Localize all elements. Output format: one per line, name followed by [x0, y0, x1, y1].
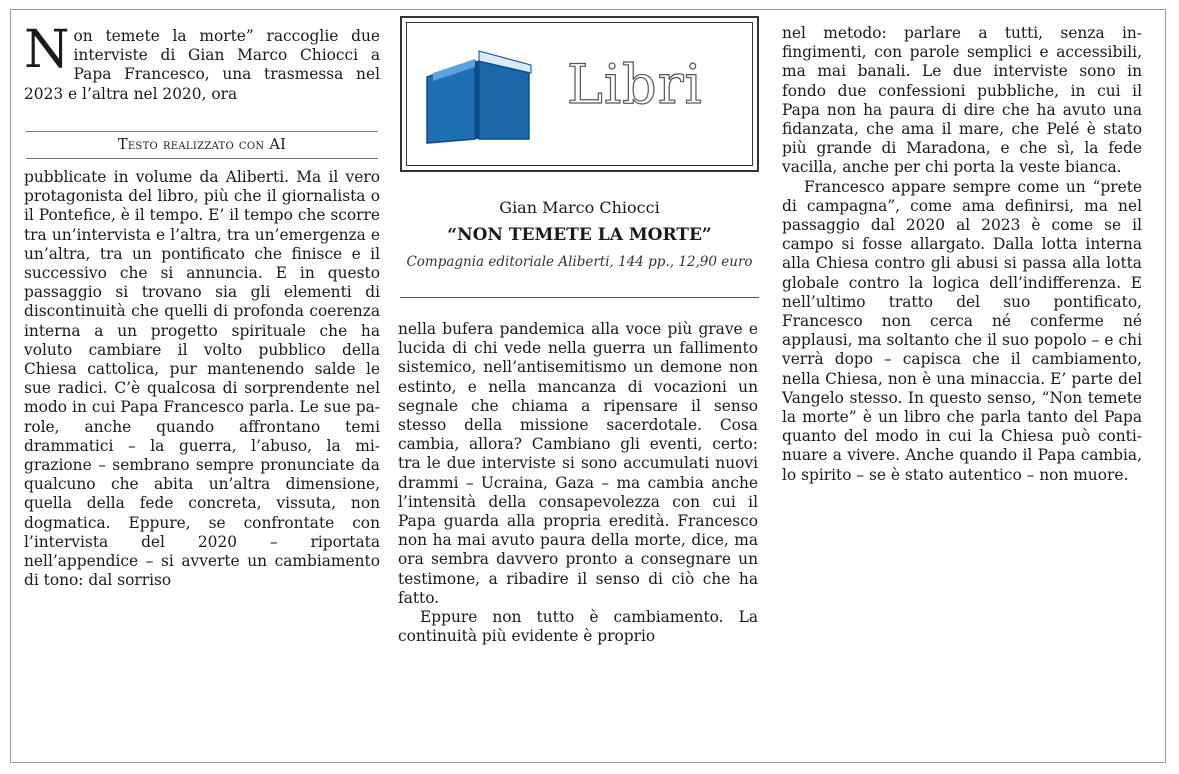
article-lead: [24, 20, 380, 104]
section-logo-box: [400, 16, 759, 172]
column-3-paragraph-2: Francesco appare sempre come un “prete di campagna”, come ama definirsi, ma nel passaggio dal 2020 al 2023 è come se il campo si fosse allargato. Dalla lotta interna alla Chiesa contro gli abusi si passa alla lotta globale contro la logica dell’indifferenza. E nell’ultimo tratto del suo pontificato, Francesco non cerca né conferme né applausi, ma soltanto che il suo popolo – e chi verrà dopo – capisca che il cambiamento, nella Chiesa, non è una minaccia. E’ parte del Vangelo stesso. In questo senso, “Non temete la morte” è un libro che parla tanto del Papa quanto del modo in cui la Chiesa può continuare a vivere. Anche quando il Papa cambia, lo spirito – se è stato autentico – non muore.: [782, 177, 1142, 484]
column-3-paragraph-1: nel metodo: parlare a tutti, senza infingimenti, con parole semplici e accessibili, ma mai banali. Le due interviste sono in fondo due confessioni pubbliche, in cui il Papa non ha paura di dire che ha avuto una fidanzata, che ama il mare, che Pelé è stato più grande di Maradona, e che sì, la fede vacilla, anche per chi porta la veste bianca.: [782, 24, 1142, 177]
open-book-icon: [419, 47, 537, 145]
section-logo-frame: [406, 22, 753, 166]
drop-cap: N: [24, 20, 70, 80]
article-column-2: [398, 320, 758, 646]
column-1-text: pubblicate in volume da Aliberti. Ma il vero protagonista del libro, più che il giornalista o il Pontefice, è il tempo. E’ il tempo che scorre tra un’intervista e l’altra, tra un’emergenza e un’altra, tra un pontificato che finisce e il successivo che si annuncia. E in questo passaggio si trovano sia gli elementi di discontinuità che quelli di profonda coerenza interna a un progetto spirituale che ha voluto cambiare il volto pubblico della Chiesa cattolica, pur mantenendo salde le sue radici. C’è qualcosa di sorprendente nel modo in cui Papa Francesco parla. Le sue parole, anche quando affrontano temi drammatici – la guerra, l’abuso, la migrazione – sembrano sempre pronunciate da qualcuno che abita un’altra dimensione, quella della fede concreta, vissuta, non dogmatica. Eppure, se confrontate con l’intervista del 2020 – riportata nell’appendice – si avverte un cambiamento di tono: dal sorriso: [24, 168, 380, 590]
ai-disclaimer: Testo realizzato con AI: [26, 131, 378, 159]
article-column-1: [24, 168, 380, 590]
book-info: [400, 197, 759, 273]
section-title: Libri: [567, 53, 703, 116]
lead-text: on temete la morte” raccoglie due interviste di Gian Marco Chiocci a Papa Francesco, una trasmessa nel 2023 e l’altra nel 2020, ora: [24, 27, 380, 103]
column-2-paragraph-2: Eppure non tutto è cambiamento. La continuità più evidente è proprio: [398, 608, 758, 646]
book-author: Gian Marco Chiocci: [499, 198, 660, 217]
divider: [400, 297, 759, 298]
column-2-paragraph-1: nella bufera pandemica alla voce più grave e lucida di chi vede nella guerra un fallimento sistemico, nell’antisemitismo un demone non estinto, e nella mancanza di vocazioni un segnale che chiama a ripensare il senso stesso della missione sacerdotale. Cosa cambia, allora? Cambiano gli eventi, certo: tra le due interviste si sono accumulati nuovi drammi – Ucraina, Gaza – ma cambia anche l’intensità della consapevolezza con cui il Papa guarda alla propria eredità. Francesco non ha mai avuto paura della morte, dice, ma ora sembra davvero pronto a consegnare un testimone, a ribadire il senso di ciò che ha fatto.: [398, 320, 758, 607]
article-column-3: [782, 24, 1142, 485]
book-title: “NON TEMETE LA MORTE”: [447, 225, 712, 245]
book-publisher: Compagnia editoriale Aliberti, 144 pp., 12,90 euro: [406, 254, 753, 270]
